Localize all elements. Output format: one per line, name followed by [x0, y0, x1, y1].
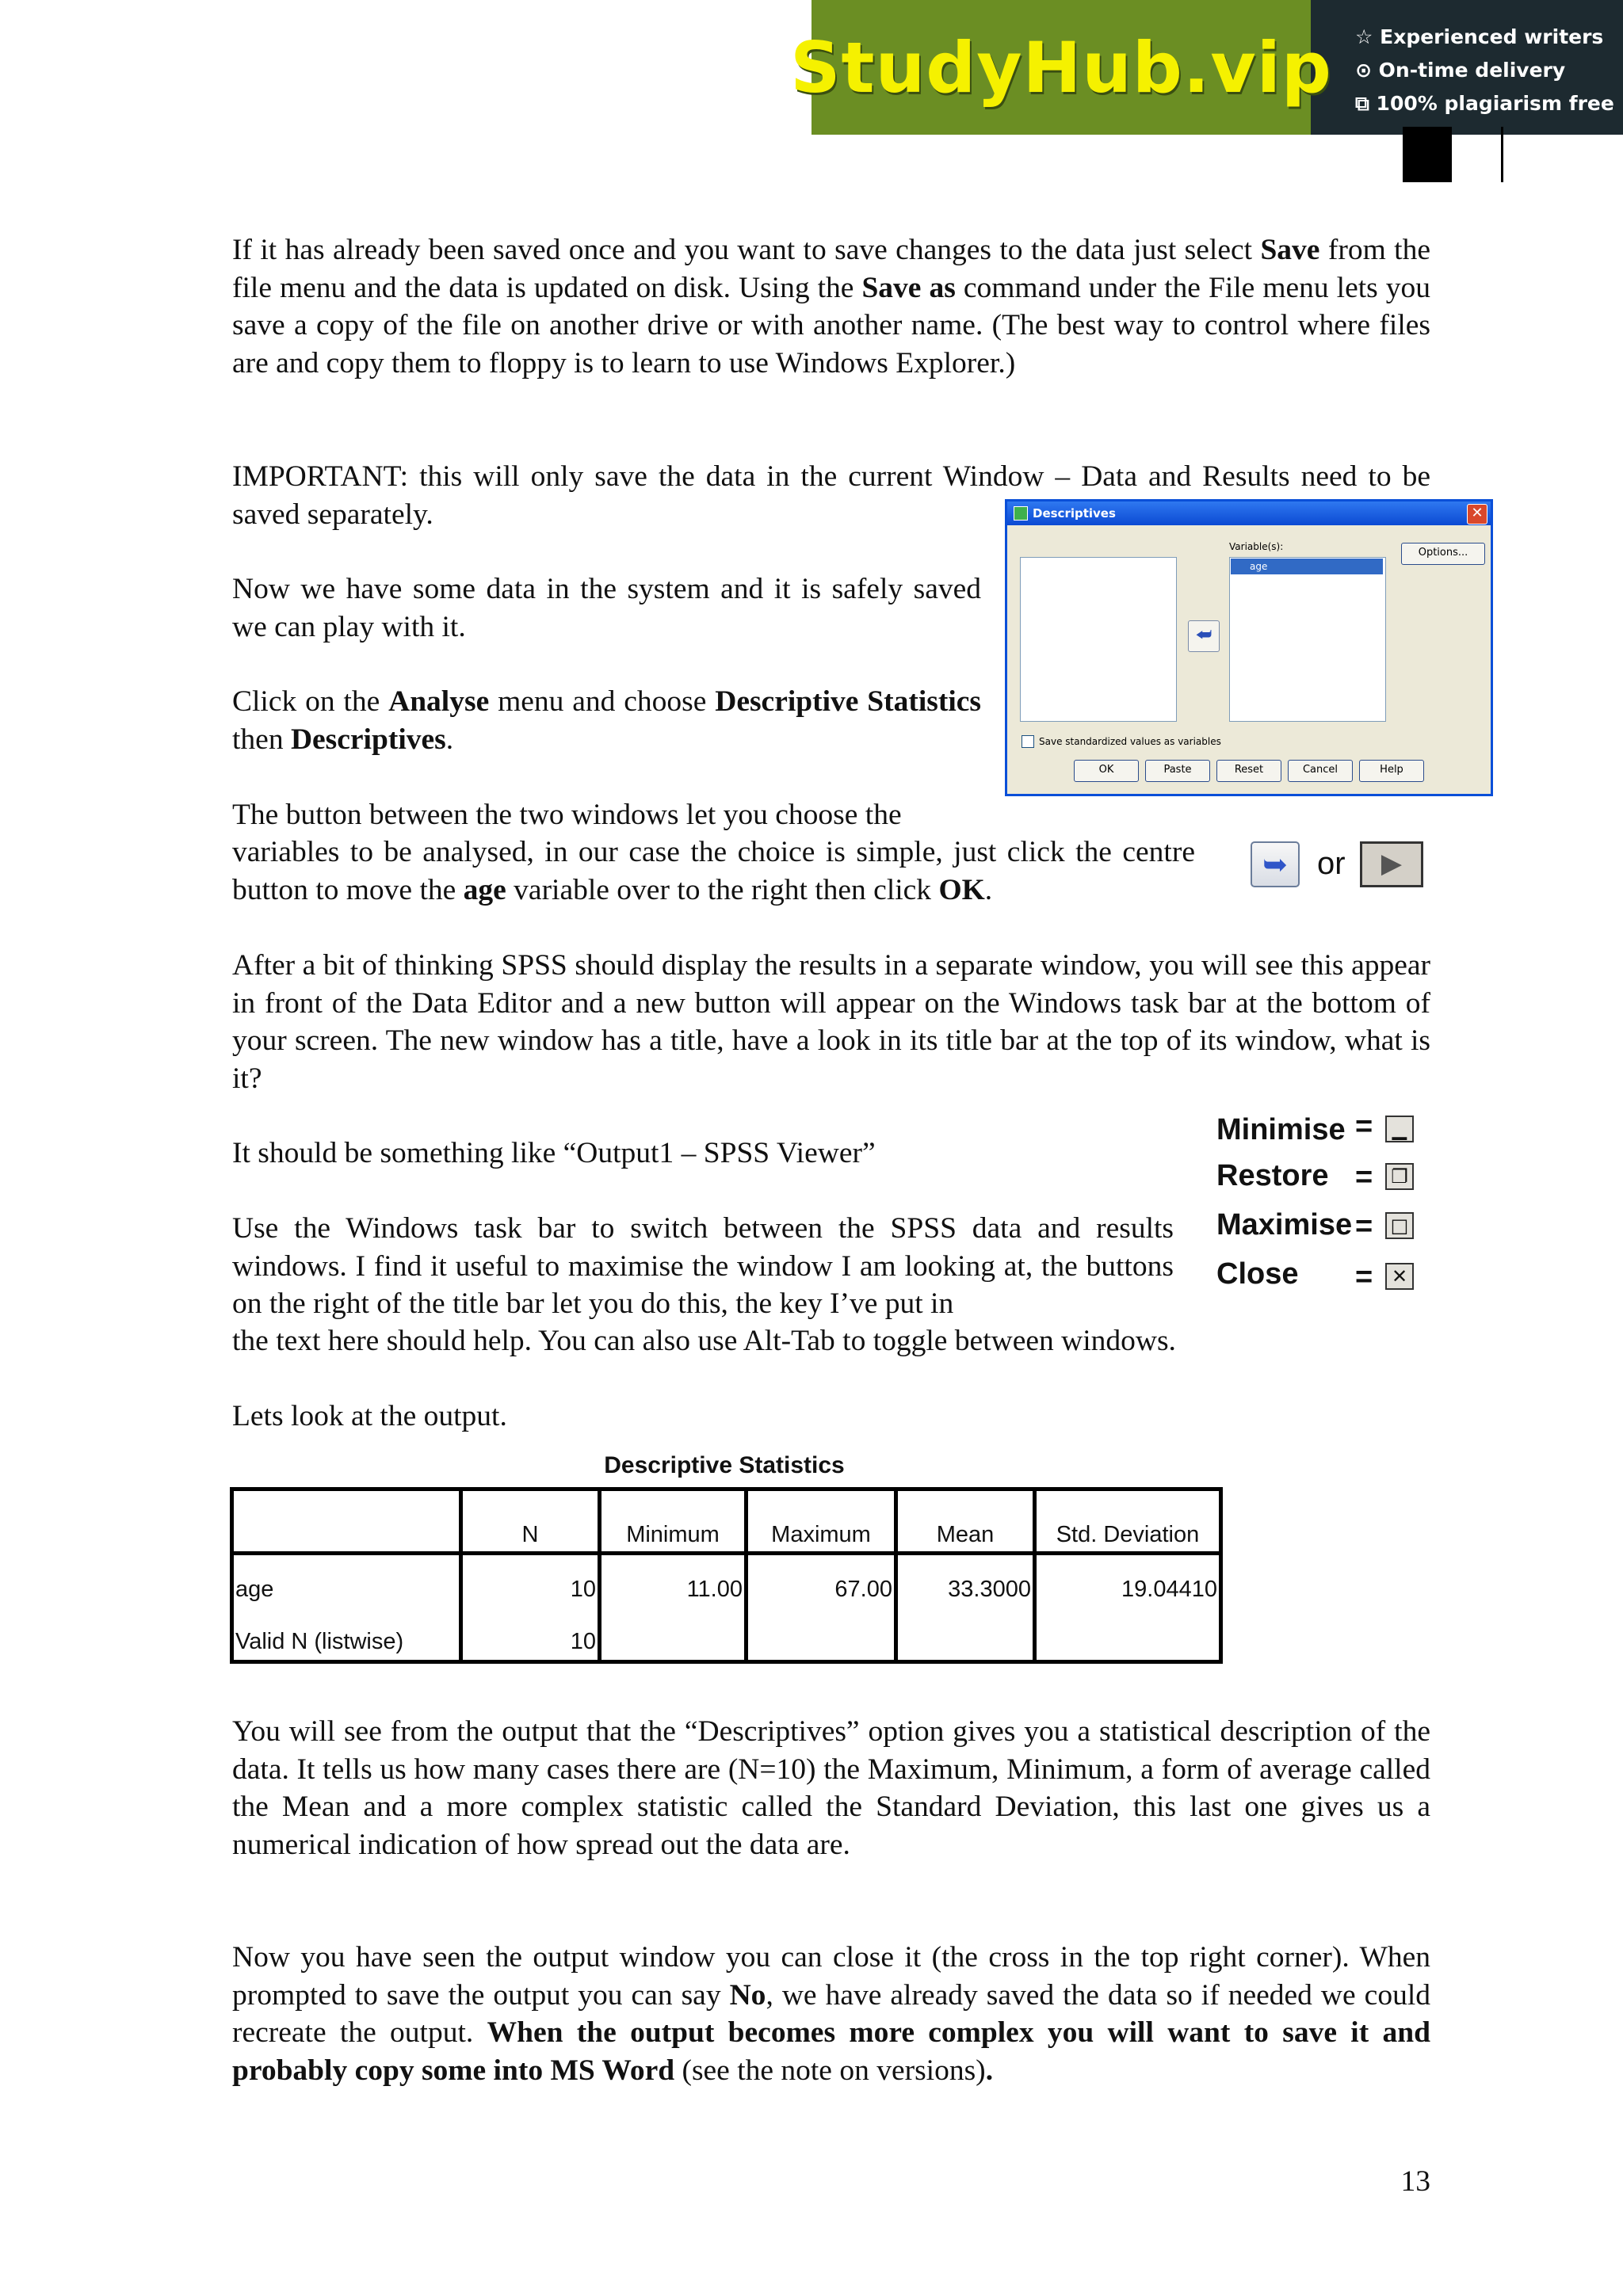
descriptives-dialog: [1005, 499, 1493, 796]
curved-arrow-icon: ➥: [1251, 841, 1300, 887]
paragraph-title: It should be something like “Output1 – SPSS Viewer”: [232, 1137, 876, 1169]
options-button[interactable]: Options...: [1401, 543, 1485, 565]
banner-feature: ☆ Experienced writers: [1355, 25, 1604, 48]
banner-feature: ⧉ 100% plagiarism free: [1355, 92, 1614, 115]
dialog-title: Descriptives: [1033, 506, 1116, 521]
table-header: Minimum: [600, 1489, 747, 1554]
table-cell: 33.3000: [896, 1554, 1035, 1608]
paragraph-explanation: You will see from the output that the “Descriptives” option gives you a statistical description of the data. It tells us how many cases there are (N=10) the Maximum, Minimum, a form of average called the Mean and a more complex statistic called the Standard Deviation, this last one gives us a numerical indication of how spread out the data are.: [232, 1715, 1430, 1861]
banner-feature: ⊙ On-time delivery: [1355, 59, 1566, 82]
table-cell: 10: [461, 1608, 600, 1662]
cancel-button[interactable]: Cancel: [1288, 760, 1353, 782]
variables-list[interactable]: [1229, 557, 1386, 722]
move-variable-button[interactable]: ⮨: [1188, 620, 1220, 652]
table-cell: [747, 1608, 896, 1662]
spss-icon: [1014, 506, 1028, 521]
paragraph-save: If it has already been saved once and you want to save changes to the data just select Save from the file menu and the data is updated on disk. Using the Save as command under the File menu lets you save a copy of the file on another drive or with another name. (The best way to control where files are and copy them to floppy is to learn to use Windows Explorer.): [232, 234, 1431, 379]
table-row: [232, 1608, 1221, 1662]
table-cell: 10: [461, 1554, 600, 1608]
table-header: Std. Deviation: [1035, 1489, 1221, 1554]
ok-button[interactable]: OK: [1074, 760, 1139, 782]
reset-button[interactable]: Reset: [1216, 760, 1281, 782]
help-button[interactable]: Help: [1359, 760, 1424, 782]
table-header: [232, 1489, 461, 1554]
paste-button[interactable]: Paste: [1145, 760, 1210, 782]
table-cell: [1035, 1608, 1221, 1662]
triangle-right-icon: ▶: [1360, 841, 1423, 887]
key-equals: =: [1355, 1261, 1373, 1294]
key-equals: =: [1355, 1161, 1373, 1194]
paragraph-taskbar: Use the Windows task bar to switch between the SPSS data and results windows. I find it useful to maximise the window I am looking at, the buttons on the right of the title bar let you do this, the key I’ve put in: [232, 1212, 1174, 1320]
paragraph-results-window: After a bit of thinking SPSS should display the results in a separate window, you will see this appear in front of the Data Editor and a new button will appear on the Windows task bar at the bottom of your screen. The new window has a title, have a look in its title bar at the top of its window, what is it?: [232, 949, 1430, 1095]
descriptive-statistics-table: [230, 1487, 1223, 1664]
corner-logo-fragment: [1403, 127, 1452, 182]
paragraph-alt-tab: the text here should help. You can also use Alt-Tab to toggle between windows.: [232, 1325, 1176, 1357]
minimise-icon: ▁: [1385, 1116, 1414, 1142]
table-row: [232, 1554, 1221, 1608]
table-header: Mean: [896, 1489, 1035, 1554]
banner-features: [1355, 21, 1614, 120]
restore-icon: ❐: [1385, 1163, 1414, 1190]
table-cell: age: [232, 1554, 461, 1608]
selected-variable[interactable]: age: [1231, 559, 1383, 574]
key-close-label: Close: [1216, 1257, 1299, 1291]
paragraph-button-explain: variables to be analysed, in our case the choice is simple, just click the centre button to move the age variable over to the right then click OK.: [232, 836, 1195, 906]
key-equals: =: [1355, 1210, 1373, 1243]
table-header: Maximum: [747, 1489, 896, 1554]
dialog-close-button[interactable]: ✕: [1467, 504, 1487, 524]
paragraph-button-intro: The button between the two windows let you choose the: [232, 799, 902, 831]
standardize-label: Save standardized values as variables: [1039, 736, 1221, 747]
table-cell: 19.04410: [1035, 1554, 1221, 1608]
paragraph-analyse: Click on the Analyse menu and choose Descriptive Statistics then Descriptives.: [232, 685, 982, 756]
variables-label: Variable(s):: [1229, 541, 1284, 552]
key-restore-label: Restore: [1216, 1159, 1329, 1192]
corner-divider: [1501, 127, 1503, 182]
dialog-title-bar[interactable]: [1007, 502, 1491, 525]
table-caption: Descriptive Statistics: [604, 1452, 845, 1478]
standardize-checkbox[interactable]: [1022, 735, 1034, 748]
table-cell: [600, 1608, 747, 1662]
table-header-row: [232, 1489, 1221, 1554]
source-variable-list[interactable]: [1020, 557, 1177, 722]
page-number: 13: [1400, 2165, 1430, 2198]
key-maximise-label: Maximise: [1216, 1208, 1353, 1241]
paragraph-data-ready: Now we have some data in the system and it is safely saved we can play with it.: [232, 573, 981, 643]
ad-banner[interactable]: [790, 0, 1623, 135]
paragraph-look-output: Lets look at the output.: [232, 1400, 507, 1432]
paragraph-close-output: Now you have seen the output window you can close it (the cross in the top right corner). When prompted to save the output you can say No, we have already saved the data so if needed we could recreate the output. When the output becomes more complex you will want to save it and probably copy some into MS Word (see the note on versions).: [232, 1941, 1430, 2087]
paragraph-important: IMPORTANT: this will only save the data in the current Window – Data and Results need to be saved separately.: [232, 460, 1430, 531]
table-cell: [896, 1608, 1035, 1662]
close-icon: ✕: [1385, 1263, 1414, 1290]
studyhub-logo[interactable]: StudyHub.vip: [812, 0, 1311, 135]
key-minimise-label: Minimise: [1216, 1113, 1346, 1146]
or-label: or: [1317, 846, 1346, 881]
table-cell: Valid N (listwise): [232, 1608, 461, 1662]
maximise-icon: □: [1385, 1212, 1414, 1239]
table-header: N: [461, 1489, 600, 1554]
table-cell: 11.00: [600, 1554, 747, 1608]
key-equals: =: [1355, 1110, 1373, 1143]
table-cell: 67.00: [747, 1554, 896, 1608]
